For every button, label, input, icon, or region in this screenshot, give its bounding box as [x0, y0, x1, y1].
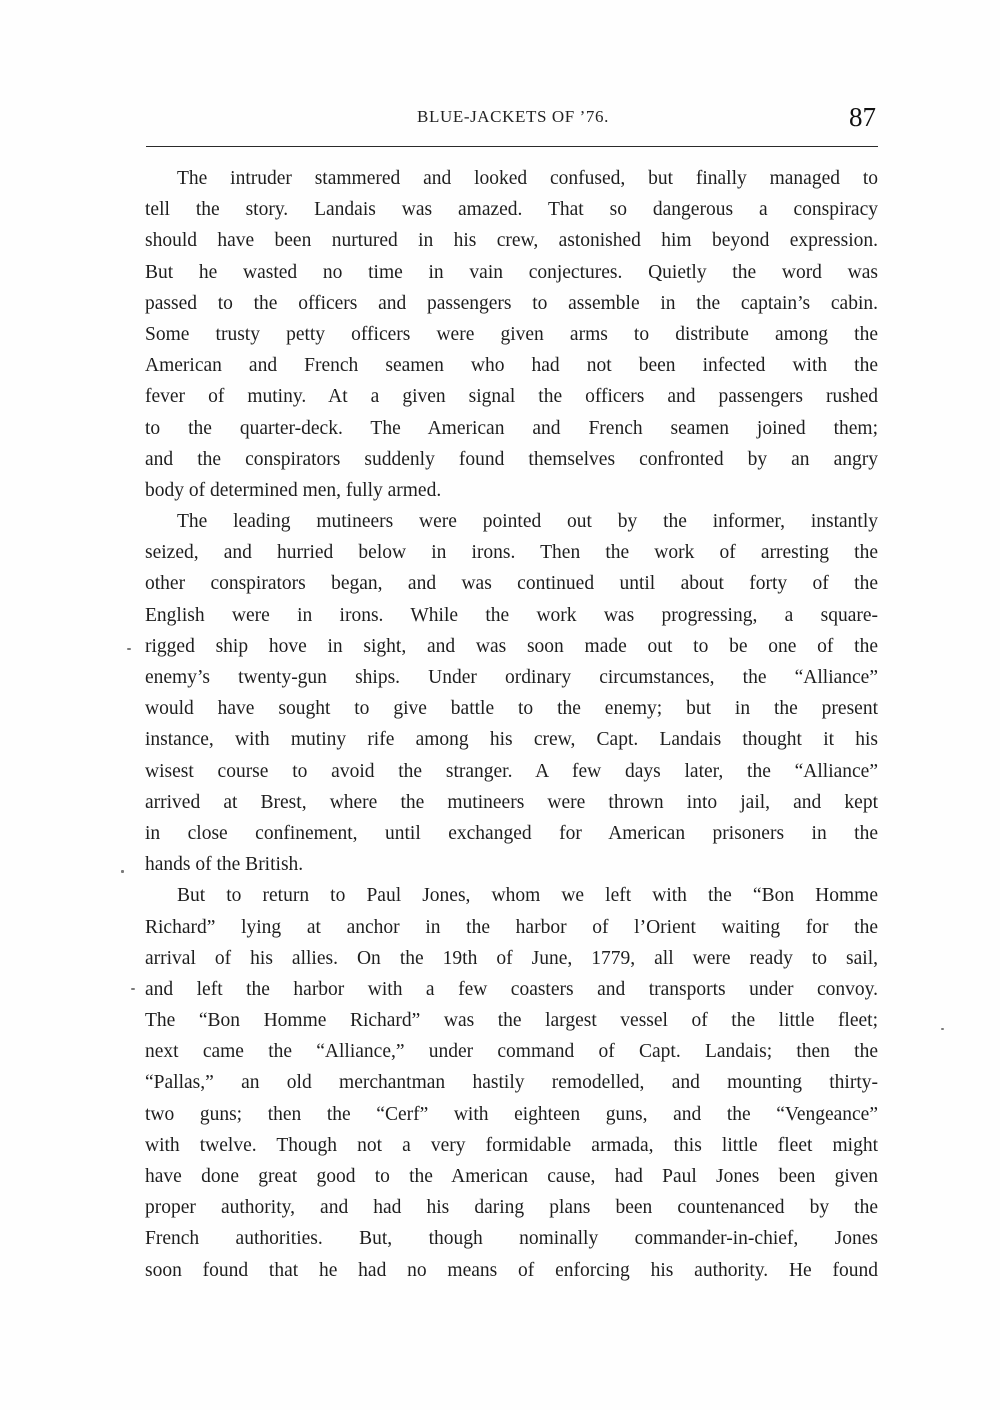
text-line: in close confinement, until exchanged for American prisoners in the: [145, 822, 878, 844]
text-line: Some trusty petty officers were given arms to distribute among the: [145, 323, 878, 345]
text-line: tell the story. Landais was amazed. That so dangerous a conspiracy: [145, 199, 878, 221]
text-line: have done great good to the American cause, had Paul Jones been given: [145, 1166, 878, 1187]
text-line: would have sought to give battle to the enemy; but in the present: [145, 698, 878, 720]
page-number: 87: [849, 102, 876, 132]
text-line: proper authority, and had his daring plans been countenanced by the: [145, 1197, 878, 1219]
text-line: “Pallas,” an old merchantman hastily remodelled, and mounting thirty-: [145, 1072, 878, 1094]
margin-speck: [127, 648, 131, 650]
text-line: next came the “Alliance,” under command of Capt. Landais; then the: [145, 1041, 878, 1063]
text-line: other conspirators began, and was continued until about forty of the: [145, 573, 878, 595]
text-line: arrived at Brest, where the mutineers were thrown into jail, and kept: [145, 791, 878, 813]
text-line: wisest course to avoid the stranger. A few days later, the “Alliance”: [145, 760, 878, 782]
text-line: and the conspirators suddenly found themselves confronted by an angry: [145, 448, 878, 470]
text-line: two guns; then the “Cerf” with eighteen guns, and the “Vengeance”: [145, 1103, 878, 1125]
text-line: instance, with mutiny rife among his crew, Capt. Landais thought it his: [145, 729, 878, 751]
text-line: soon found that he had no means of enforcing his authority. He found: [145, 1259, 878, 1281]
text-line: Richard” lying at anchor in the harbor of l’Orient waiting for the: [145, 916, 878, 938]
text-line: arrival of his allies. On the 19th of June, 1779, all were ready to sail,: [145, 947, 878, 969]
text-line: should have been nurtured in his crew, astonished him beyond expression.: [145, 230, 878, 252]
margin-speck: [131, 988, 135, 990]
text-line: seized, and hurried below in irons. Then the work of arresting the: [145, 542, 878, 564]
body-text: [145, 163, 878, 1286]
text-line: and left the harbor with a few coasters and transports under convoy.: [145, 978, 878, 1000]
text-line: The intruder stammered and looked confused, but finally managed to: [177, 168, 878, 189]
text-line: hands of the British.: [145, 854, 304, 876]
text-line: The “Bon Homme Richard” was the largest vessel of the little fleet;: [145, 1010, 878, 1032]
text-line: But he wasted no time in vain conjectures. Quietly the word was: [145, 261, 878, 283]
text-line: to the quarter-deck. The American and French seamen joined them;: [145, 417, 878, 439]
running-title: BLUE-JACKETS OF ’76.: [417, 107, 609, 126]
text-line: with twelve. Though not a very formidable armada, this little fleet might: [145, 1134, 878, 1156]
text-line: The leading mutineers were pointed out by the informer, instantly: [177, 511, 878, 533]
text-line: body of determined men, fully armed.: [145, 479, 442, 501]
text-line: passed to the officers and passengers to assemble in the captain’s cabin.: [145, 292, 878, 314]
margin-speck: [941, 1028, 944, 1030]
text-line: American and French seamen who had not been infected with the: [145, 355, 878, 377]
text-line: French authorities. But, though nominally commander-in-chief, Jones: [145, 1228, 878, 1250]
text-line: fever of mutiny. At a given signal the officers and passengers rushed: [145, 386, 878, 408]
header-rule: [146, 146, 878, 147]
text-line: But to return to Paul Jones, whom we left with the “Bon Homme: [177, 885, 878, 907]
text-line: enemy’s twenty-gun ships. Under ordinary circumstances, the “Alliance”: [145, 667, 878, 688]
text-line: rigged ship hove in sight, and was soon made out to be one of the: [145, 635, 878, 657]
running-head: [146, 98, 880, 144]
margin-speck: [121, 870, 124, 873]
text-line: English were in irons. While the work was progressing, a square-: [145, 604, 878, 626]
